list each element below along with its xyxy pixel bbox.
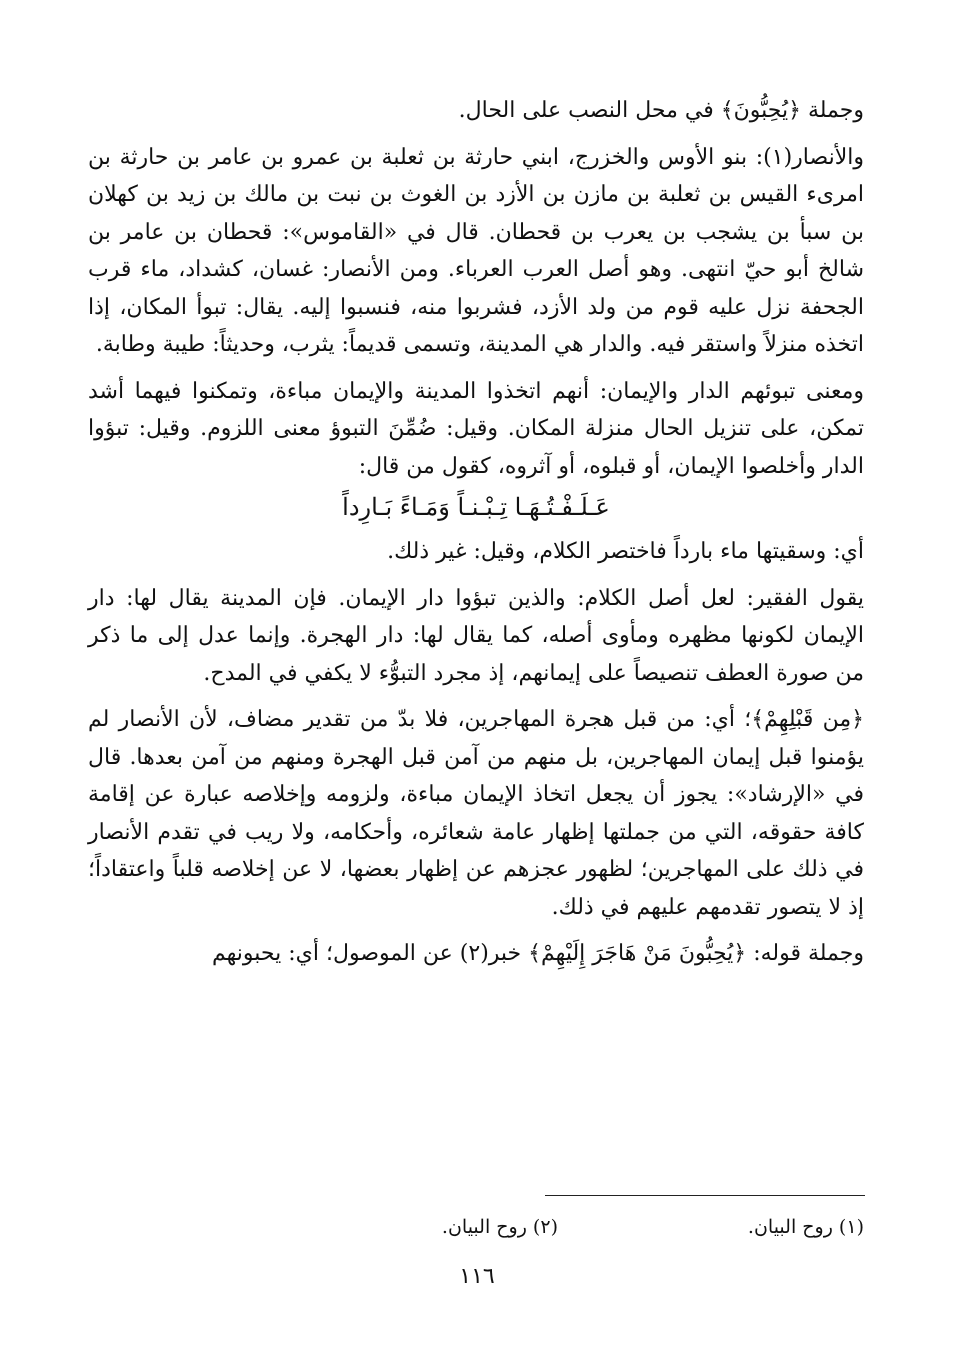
footnote-2: (٢) روح البيان. xyxy=(441,1216,558,1238)
paragraph-5: يقول الفقير: لعل أصل الكلام: والذين تبؤوا دار الإيمان. فإن المدينة يقال لها: دار الإيمان لكونها مظهره ومأوى أصله، كما يقال لها: دار الهجرة. وإنما عدل إلى ما ذكر من صورة العطف تنصيصاً على إيمانهم، إذ مجرد التبوُّء لا يكفي في المدح. xyxy=(88,585,864,686)
paragraph-gap xyxy=(88,926,864,935)
page-number: ١١٦ xyxy=(459,1264,495,1289)
paragraph-4: أي: وسقيتها ماء بارداً فاختصر الكلام، وقيل: غير ذلك. xyxy=(387,539,864,564)
page-body xyxy=(88,92,864,973)
paragraph-gap xyxy=(88,364,864,373)
poetry-verse: عَـلَـفْـتُـهَـا تِـبْـنـاً وَمَـاءً بَـارِداً xyxy=(342,493,610,521)
paragraph-3: ومعنى تبوئهم الدار والإيمان: أنهم اتخذوا المدينة والإيمان مباءة، وتمكنوا فيهما أشد تمكن، على تنزيل الحال منزلة المكان. وقيل: ضُمِّنَ التبوؤ معنى اللزوم. وقيل: تبؤوا الدار وأخلصوا الإيمان، أو قبلوه، أو آثروه، كقول من قال: xyxy=(88,378,864,479)
paragraph-gap xyxy=(88,692,864,701)
paragraph-gap xyxy=(88,571,864,580)
footnote-1: (١) روح البيان. xyxy=(747,1216,864,1238)
footnote-divider xyxy=(545,1195,865,1196)
paragraph-7: وجملة قوله: ﴿يُحِبُّونَ مَنْ هَاجَرَ إِلَيْهِمْ﴾ خبر(٢) عن الموصول؛ أي: يحبونهم xyxy=(212,941,864,966)
paragraph-gap xyxy=(88,130,864,139)
paragraph-6: ﴿مِن قَبْلِهِمْ﴾؛ أي: من قبل هجرة المهاجرين، فلا بدّ من تقدير مضاف، لأن الأنصار لم يؤمنوا قبل إيمان المهاجرين، بل منهم من آمن قبل الهجرة ومنهم من آمن بعدها. قال في «الإرشاد»: يجوز أن يجعل اتخاذ الإيمان مباءة، ولزومه وإخلاصه عبارة عن إقامة كافة حقوقه، التي من جملتها إظهار عامة شعائره، وأحكامه، ولا ريب في تقدم الأنصار في ذلك على المهاجرين؛ لظهور عجزهم عن إظهار بعضها، لا عن إخلاصه قلباً واعتقاداً؛ إذ لا يتصور تقدمهم عليهم في ذلك. xyxy=(88,707,864,920)
paragraph-2: والأنصار(١): بنو الأوس والخزرج، ابني حارثة بن ثعلبة بن عمرو بن عامر بن حارثة بن امرىء القيس بن ثعلبة بن مازن بن الأزد بن الغوث بن نبت بن مالك بن زيد بن كهلان بن سبأ بن يشجب بن يعرب بن قحطان. قال في «القاموس»: قحطان بن عامر بن شالخ أبو حيّ انتهى. وهو أصل العرب العرباء. ومن الأنصار: غسان، كشداد، ماء قرب الجحفة نزل عليه قوم من ولد الأزد، فشربوا منه، فنسبوا إليه. يقال: تبوأ المكان، إذا اتخذه منزلاً واستقر فيه. والدار هي المدينة، وتسمى قديماً: يثرب، وحديثاً: طيبة وطابة. xyxy=(88,144,864,357)
paragraph-1: وجملة ﴿يُحِبُّونَ﴾ في محل النصب على الحال. xyxy=(458,98,864,123)
